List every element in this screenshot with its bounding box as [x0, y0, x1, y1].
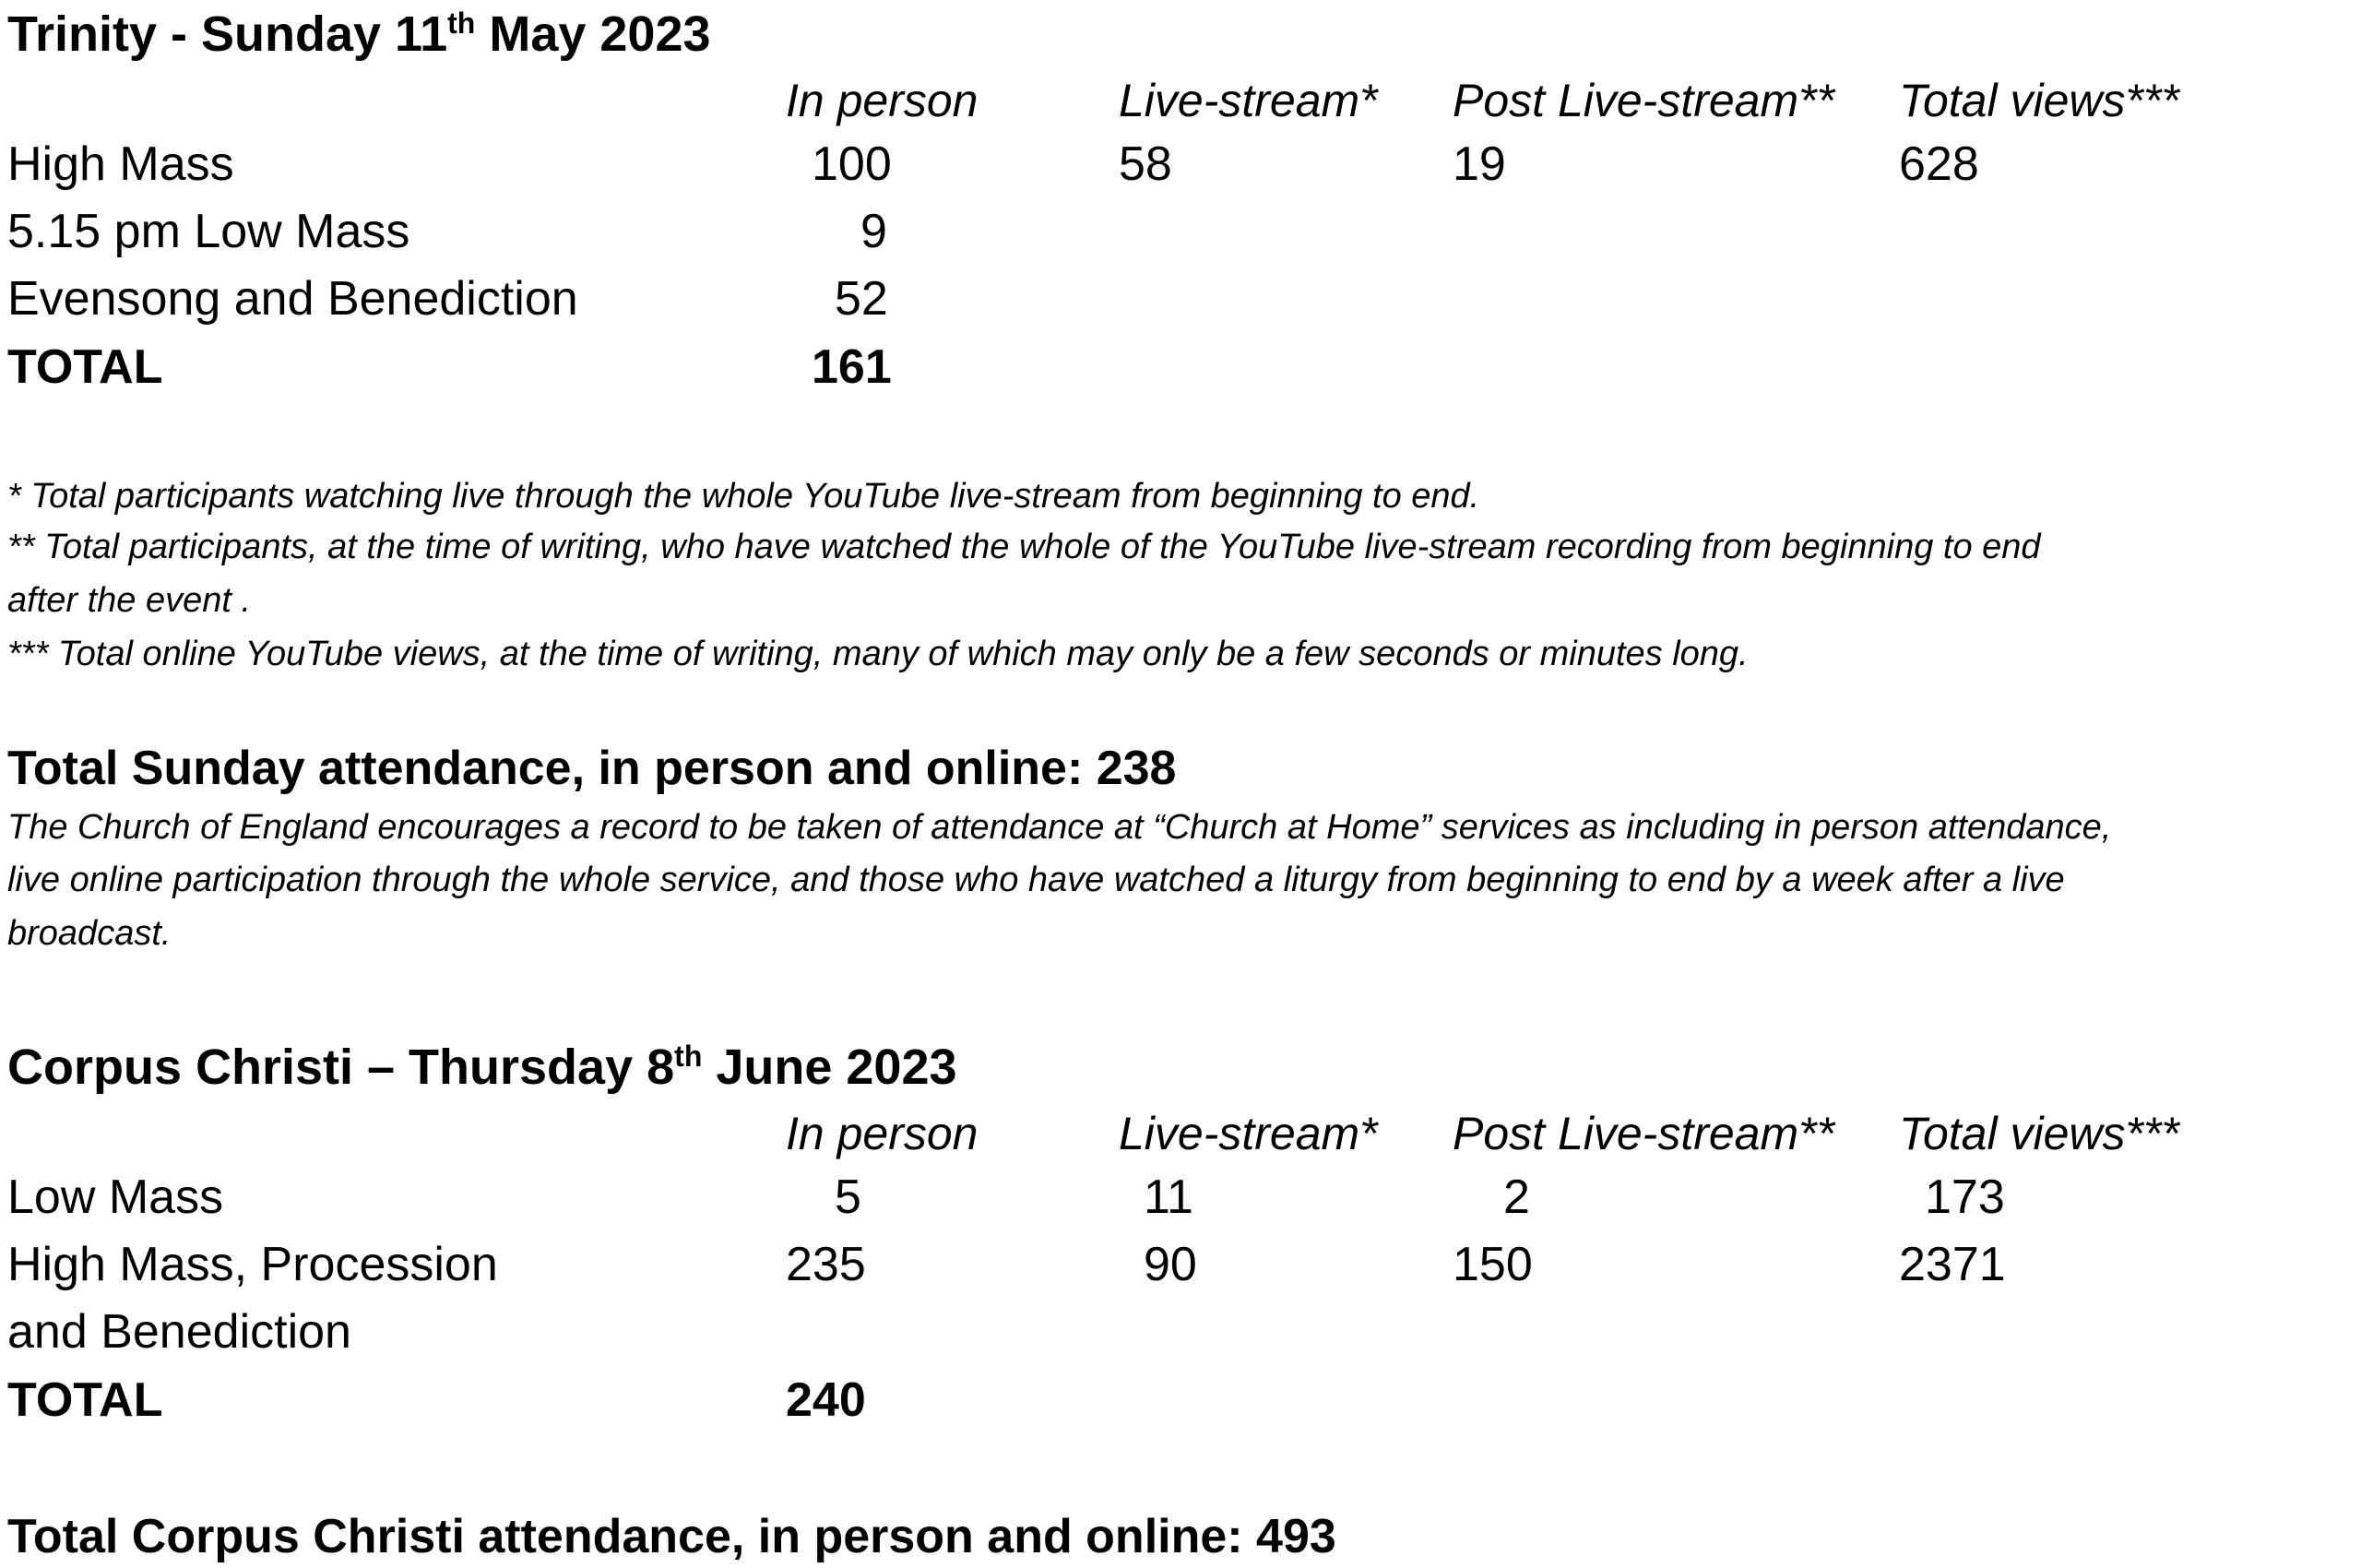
column-header-in-person: In person — [786, 75, 979, 126]
row-label: High Mass, Procession — [7, 1238, 498, 1291]
cell-in-person: 100 — [812, 137, 892, 191]
cell-post-live-stream: 150 — [1453, 1238, 1533, 1291]
row-label: Evensong and Benediction — [7, 272, 578, 326]
row-label-continued: and Benediction — [7, 1305, 351, 1359]
section-title-trinity: Trinity - Sunday 11th May 2023 — [7, 6, 711, 62]
footnote-3: *** Total online YouTube views, at the time of writing, many of which may only be a few seconds or minutes long. — [7, 635, 1749, 673]
column-header-total-views: Total views*** — [1899, 1108, 2179, 1159]
column-header-total-views: Total views*** — [1899, 75, 2179, 126]
cell-post-live-stream: 19 — [1453, 137, 1506, 191]
cell-total-views: 2371 — [1899, 1238, 2006, 1291]
column-header-post-live-stream: Post Live-stream** — [1453, 1108, 1835, 1159]
column-header-live-stream: Live-stream* — [1119, 1108, 1378, 1159]
column-header-post-live-stream: Post Live-stream** — [1453, 75, 1835, 126]
cell-in-person: 235 — [786, 1238, 866, 1291]
footnote-2-continued: after the event . — [7, 581, 252, 620]
column-header-in-person: In person — [786, 1108, 979, 1159]
row-label: 5.15 pm Low Mass — [7, 205, 410, 258]
cell-live-stream: 11 — [1144, 1170, 1193, 1224]
sunday-total-attendance: Total Sunday attendance, in person and online: 238 — [7, 742, 1177, 795]
corpus-christi-total-attendance: Total Corpus Christi attendance, in person and online: 493 — [7, 1510, 1336, 1563]
row-label: High Mass — [7, 137, 234, 191]
cell-live-stream: 90 — [1144, 1238, 1197, 1291]
row-label: Low Mass — [7, 1170, 224, 1224]
section-title-corpus-christi: Corpus Christi – Thursday 8th June 2023 — [7, 1039, 957, 1095]
total-label: TOTAL — [7, 1373, 163, 1427]
church-note-line-3: broadcast. — [7, 914, 172, 953]
total-value: 161 — [812, 340, 892, 394]
footnote-1: * Total participants watching live through the whole YouTube live-stream from beginning to end. — [7, 477, 1480, 516]
church-note-line-2: live online participation through the whole service, and those who have watched a liturgy from beginning to end by a week after a live — [7, 861, 2065, 899]
cell-total-views: 173 — [1925, 1170, 2005, 1224]
cell-in-person: 5 — [835, 1170, 861, 1224]
cell-in-person: 52 — [835, 272, 888, 326]
footnote-2: ** Total participants, at the time of writing, who have watched the whole of the YouTube live-stream recording from beginning to end — [7, 528, 2041, 566]
cell-total-views: 628 — [1899, 137, 1979, 191]
cell-in-person: 9 — [860, 205, 887, 258]
total-value: 240 — [786, 1373, 866, 1427]
church-note-line-1: The Church of England encourages a record to be taken of attendance at “Church at Home” services as including in person attendance, — [7, 808, 2112, 847]
column-header-live-stream: Live-stream* — [1119, 75, 1378, 126]
total-label: TOTAL — [7, 340, 163, 394]
cell-live-stream: 58 — [1119, 137, 1172, 191]
cell-post-live-stream: 2 — [1503, 1170, 1530, 1224]
